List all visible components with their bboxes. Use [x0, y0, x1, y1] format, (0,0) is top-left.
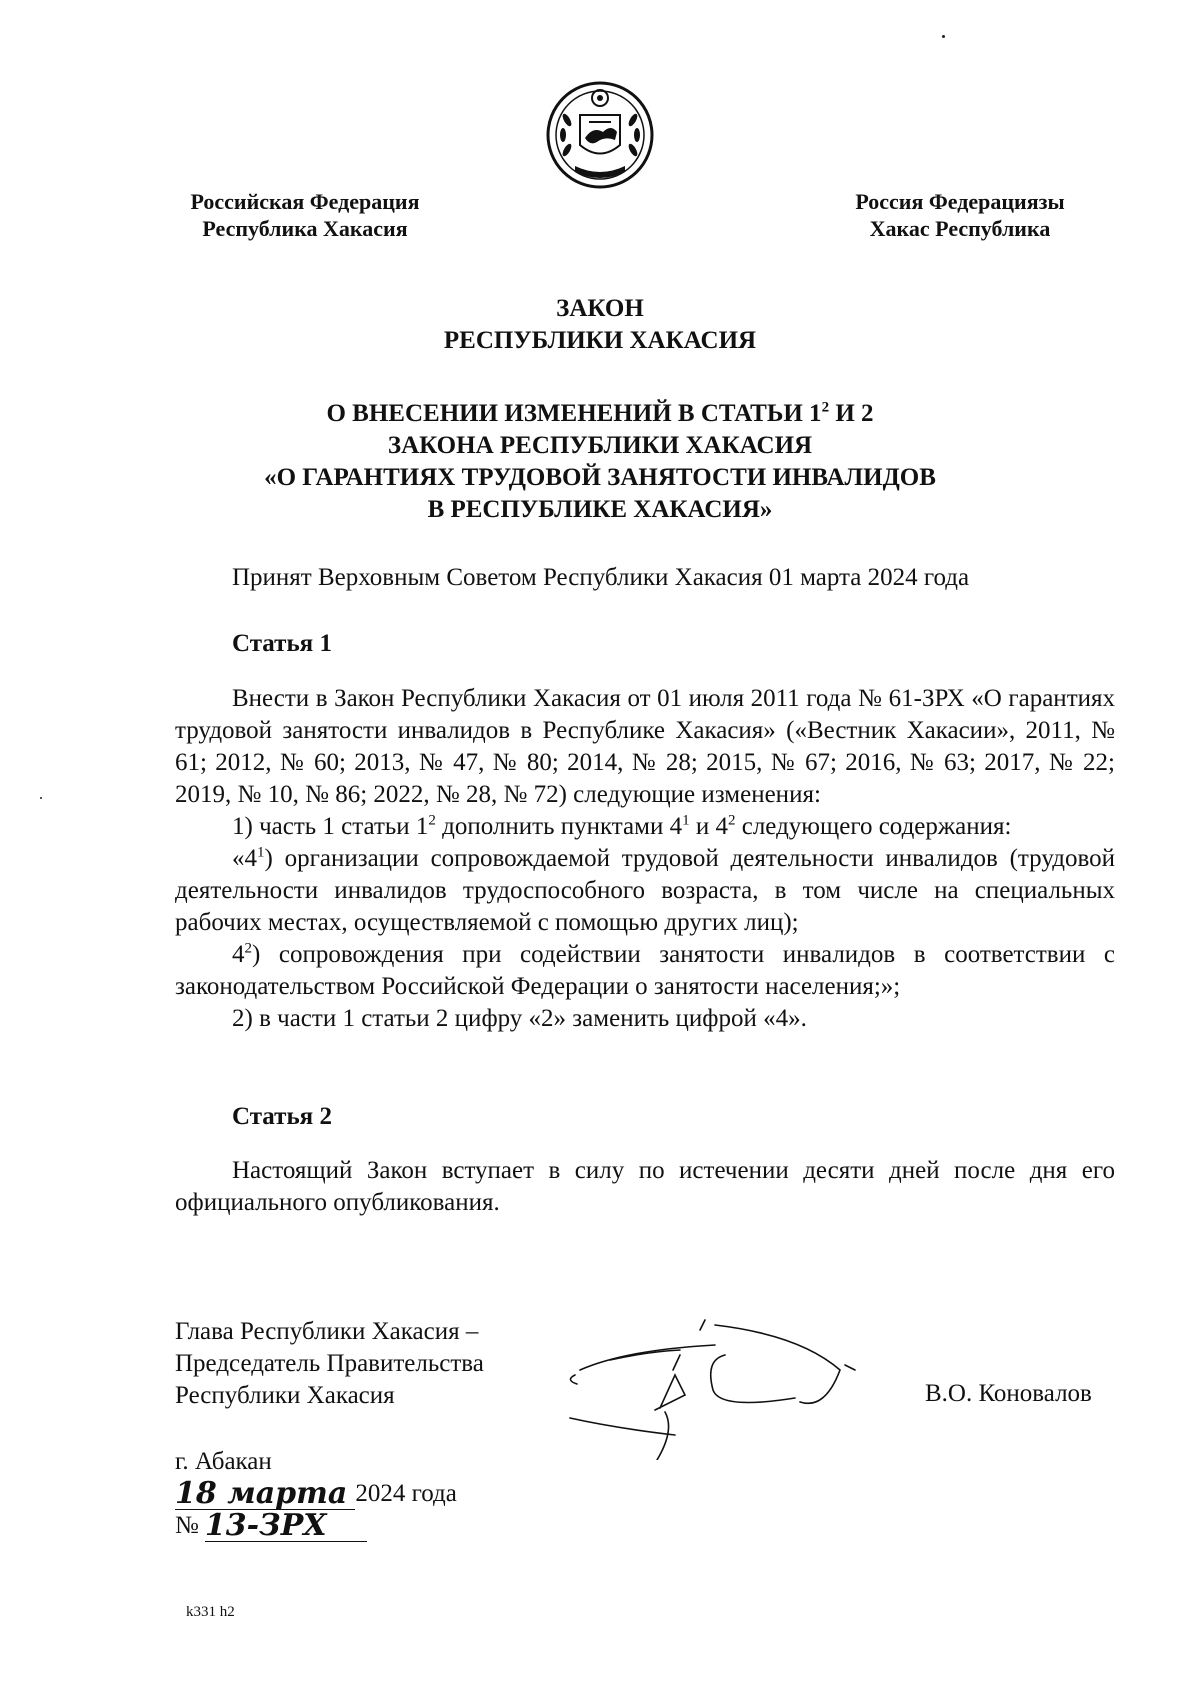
handwritten-date: 18 марта — [175, 1479, 355, 1510]
superscript: 2 — [428, 812, 436, 829]
law-subject-line1-end: И 2 — [829, 400, 874, 427]
header-left — [160, 188, 450, 242]
adoption-statement: Принят Верховным Советом Республики Хакасия 01 марта 2024 года — [232, 564, 970, 591]
document-code: k331 h2 — [186, 1604, 235, 1620]
article1-intro-text: Внести в Закон Республики Хакасия от 01 июля 2011 года № 61-ЗРХ «О гарантиях трудовой занятости инвалидов в Республике Хакасия» («Вестник Хакасии», 2011, № 61; 2012, № 60; 2013, № 47, № 80; 2014, № 28; 2015, № 67; 2016, № 63; 2017, № 22; 2019, № 10, № 86; 2022, № 28, № 72) следующие изменения: — [175, 685, 1115, 808]
superscript: 1 — [257, 844, 265, 861]
item1-text-b: дополнить пунктами 4 — [435, 813, 683, 840]
scan-speck — [942, 35, 945, 38]
article2-text — [175, 1155, 1115, 1219]
article1-subitem2 — [175, 939, 1115, 1003]
article1-subitem1 — [175, 843, 1115, 939]
article2-text-content: Настоящий Закон вступает в силу по истечении десяти дней после дня его официального опубликования. — [175, 1157, 1115, 1216]
header-left-line1: Российская Федерация — [190, 189, 420, 214]
article1-item1 — [175, 811, 1115, 843]
item1-text-d: следующего содержания: — [735, 813, 1012, 840]
article1-body — [175, 683, 1115, 1035]
law-subject-line2: ЗАКОНА РЕСПУБЛИКИ ХАКАСИЯ — [387, 432, 813, 459]
law-subject-line3: «О ГАРАНТИЯХ ТРУДОВОЙ ЗАНЯТОСТИ ИНВАЛИДОВ — [264, 464, 936, 491]
handwritten-number: 13-ЗРХ — [205, 1511, 367, 1542]
scan-speck — [40, 797, 42, 799]
place-date-block — [175, 1446, 457, 1542]
header-right-line2: Хакас Республика — [869, 216, 1051, 241]
subitem1-text-a: «4 — [232, 845, 257, 872]
superscript: 1 — [682, 812, 690, 829]
handwritten-signature — [555, 1300, 910, 1460]
article1-intro — [175, 683, 1115, 811]
signatory-line3: Республики Хакасия — [175, 1382, 395, 1409]
article2-heading: Статья 2 — [232, 1103, 332, 1130]
header-right-line1: Россия Федерациязы — [855, 189, 1065, 214]
item1-text-c: и 4 — [689, 813, 728, 840]
item2-text: 2) в части 1 статьи 2 цифру «2» заменить цифрой «4». — [232, 1005, 807, 1032]
article2-body — [175, 1155, 1115, 1219]
law-subject-line1-text: О ВНЕСЕНИИ ИЗМЕНЕНИЙ В СТАТЬИ 1 — [326, 400, 822, 427]
number-prefix: № — [175, 1512, 199, 1539]
signatory-line2: Председатель Правительства — [175, 1350, 484, 1377]
date-row — [175, 1478, 457, 1510]
law-title-line2: РЕСПУБЛИКИ ХАКАСИЯ — [443, 327, 757, 354]
header-right — [830, 188, 1090, 242]
signatory-title — [175, 1316, 484, 1412]
superscript: 2 — [244, 940, 252, 957]
article1-heading: Статья 1 — [232, 630, 332, 657]
signatory-line1: Глава Республики Хакасия – — [175, 1318, 479, 1345]
law-subject — [180, 398, 1020, 526]
city: г. Абакан — [175, 1448, 272, 1475]
law-title-line1: ЗАКОН — [556, 295, 644, 322]
subitem2-text-b: ) сопровождения при содействии занятости инвалидов в соответствии с законодательством Российской Федерации о занятости населения;»; — [175, 941, 1115, 1000]
subitem1-text-b: ) организации сопровождаемой трудовой деятельности инвалидов (трудовой деятельности инвалидов трудоспособного возраста, в том числе на специальных рабочих местах, осуществляемой с помощью других лиц); — [175, 845, 1115, 936]
superscript: 2 — [821, 399, 830, 416]
header-left-line2: Республика Хакасия — [202, 216, 408, 241]
date-year: 2024 года — [355, 1480, 457, 1507]
article1-item2 — [175, 1003, 1115, 1035]
law-subject-line1 — [180, 398, 1020, 430]
coat-of-arms-emblem — [545, 80, 655, 190]
number-row — [175, 1510, 457, 1542]
item1-text-a: 1) часть 1 статьи 1 — [232, 813, 429, 840]
law-title — [180, 293, 1020, 357]
law-subject-line4: В РЕСПУБЛИКЕ ХАКАСИЯ» — [427, 496, 773, 523]
signatory-name: В.О. Коновалов — [925, 1380, 1092, 1407]
subitem2-text-a: 4 — [232, 941, 245, 968]
superscript: 2 — [727, 812, 736, 829]
